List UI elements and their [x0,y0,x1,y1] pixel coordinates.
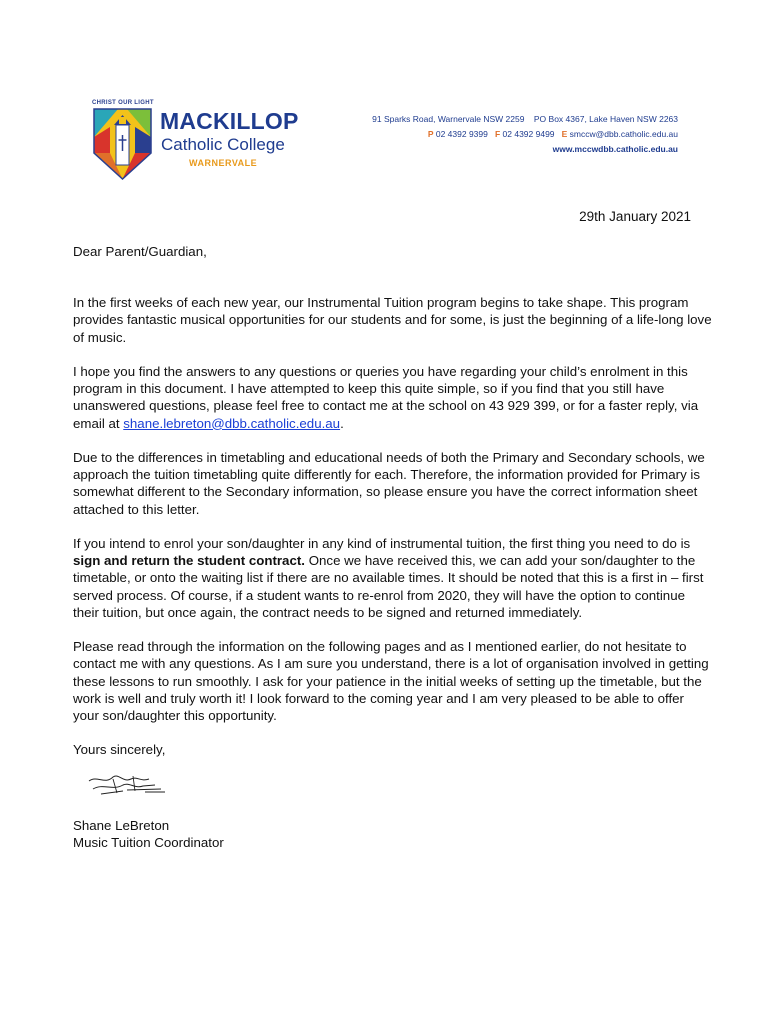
signature-block [73,741,713,851]
phone-label: P [427,129,434,139]
paragraph-intro: In the first weeks of each new year, our Instrumental Tuition program begins to take shape. This program provides fantastic musical opportunities for our students and for some, is just the beginning of a life-long love of music. [73,295,712,345]
letter-date: 29th January 2021 [579,209,691,224]
letterhead [0,0,770,200]
signatory-title: Music Tuition Coordinator [73,834,224,850]
paragraph-enrolment-end: Once we have received this, we can add your son/daughter to the timetable, or onto the waiting list if there are no available times. It should be noted that this is a first in – first served process. Of course, if a student wants to re-enrol from 2020, they will have the option to continue their tuition, but once again, the contract needs to be signed and returned immediately. [73,553,704,620]
school-email[interactable]: smccw@dbb.catholic.edu.au [569,129,678,139]
school-website[interactable]: www.mccwdbb.catholic.edu.au [552,144,678,154]
fax-label: F [494,129,501,139]
phone-number: 02 4392 9399 [435,129,488,139]
school-name: MACKILLOP [160,108,299,134]
salutation: Dear Parent/Guardian, [73,244,207,259]
coordinator-email-link[interactable]: shane.lebreton@dbb.catholic.edu.au [123,415,341,431]
paragraph-enrolment [73,535,713,621]
contract-instruction: sign and return the student contract. [73,553,305,569]
signatory-name: Shane LeBreton [73,817,170,833]
paragraph-contact [73,363,713,432]
school-campus: WARNERVALE [189,158,258,168]
fax-number: 02 4392 9499 [502,129,555,139]
paragraph-contact-text: I hope you find the answers to any questions or queries you have regarding your child’s enrolment in this program in this document. I have attempted to keep this quite simple, so if you find that you still have unanswered questions, please feel free to contact me at the school on 43 929 399, or for a faster reply, via email at [73,364,699,431]
letter-body [73,243,713,851]
email-label: E [561,129,568,139]
paragraph-enrolment-start: If you intend to enrol your son/daughter in any kind of instrumental tuition, the first thing you need to do is [73,536,691,551]
paragraph-contact-end: . [340,415,344,431]
crest-motto: CHRIST OUR LIGHT [92,100,154,106]
closing-line: Yours sincerely, [73,742,166,758]
contact-details [372,112,678,157]
school-crest-icon [92,107,153,181]
school-subtitle: Catholic College [161,135,285,154]
paragraph-closing: Please read through the information on the following pages and as I mentioned earlier, do not hesitate to contact me with any questions. As I am sure you understand, there is a lot of organisation involved in getting these lessons to run smoothly. I ask for your patience in the initial weeks of setting up the timetable, but the work is well and truly worth it! I look forward to the coming year and I am very pleased to be able to offer your son/daughter this opportunity. [73,639,709,724]
signature-icon [83,767,169,801]
phone-line [372,127,678,142]
paragraph-timetabling: Due to the differences in timetabling and educational needs of both the Primary and Secondary schools, we approach the tuition timetabling quite differently for each. Therefore, the information provided for Primary is somewhat different to the Secondary information, so please ensure you have the correct information sheet attached to this letter. [73,450,705,517]
address-line: 91 Sparks Road, Warnervale NSW 2259 PO Box 4367, Lake Haven NSW 2263 [372,114,678,124]
